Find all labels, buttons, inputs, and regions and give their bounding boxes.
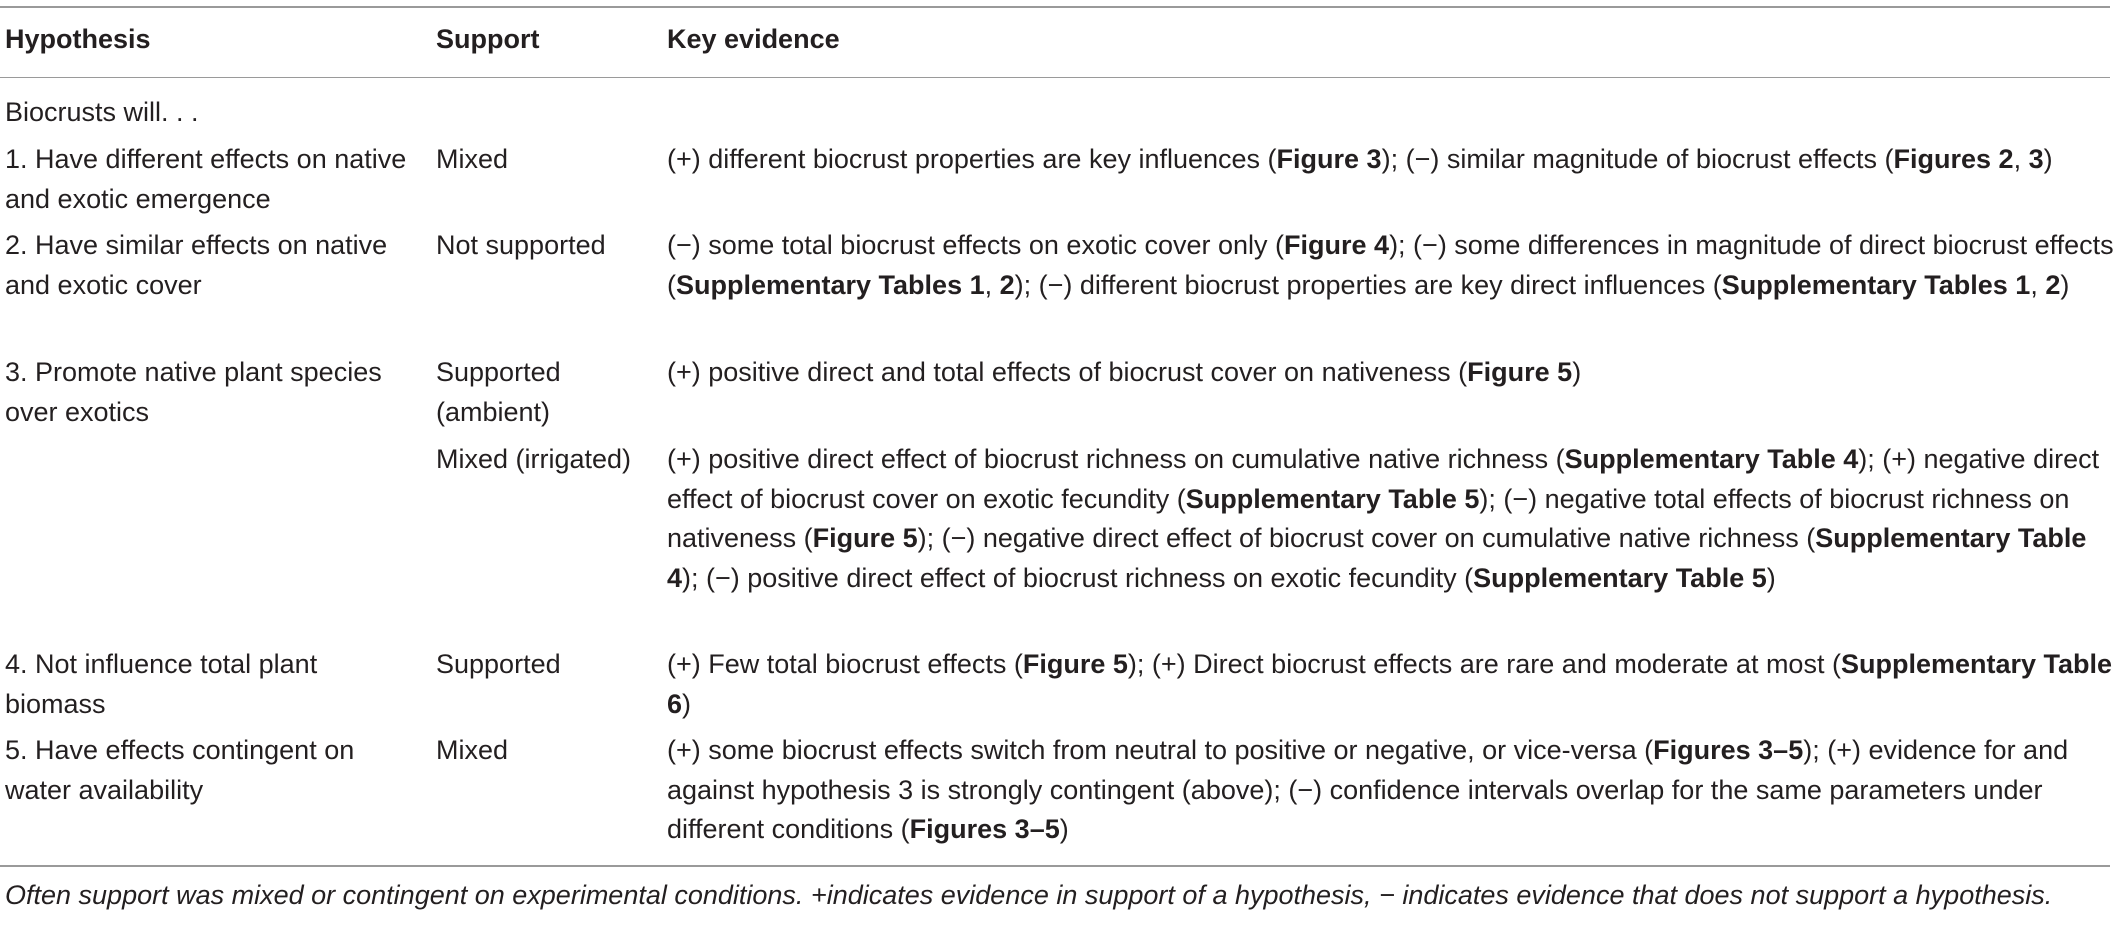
evidence-reference: Figures 3–5 [909,814,1060,844]
header-hypothesis: Hypothesis [5,24,151,54]
row-5-support: Mixed [436,735,509,765]
row-3-hypothesis: 3. Promote native plant species over exotics [5,357,382,427]
evidence-reference: Figure 3 [1276,144,1382,174]
table-top-rule [0,6,2110,8]
intro-text: Biocrusts will. . . [5,97,199,127]
evidence-reference: Figure 5 [812,523,918,553]
evidence-reference: Supplementary Tables 1 [676,269,985,300]
row-1-evidence: (+) different biocrust properties are key influences (Figure 3); (−) similar magnitude of biocrust effects (Figures 2, 3) [667,144,2053,174]
evidence-reference: Supplementary Tables 1 [1721,269,2031,300]
evidence-reference: Supplementary Table 5 [1473,562,1767,593]
evidence-reference: Figure 4 [1284,230,1390,260]
row-3-evidence: (+) positive direct and total effects of biocrust cover on nativeness (Figure 5) [667,357,1582,387]
row-5-evidence: (+) some biocrust effects switch from neutral to positive or negative, or vice-versa (Figures 3–5); (+) evidence for and against hypothesis 3 is strongly contingent (above); (−) confidence intervals overlap for the same parameters under different conditions (Figures 3–5) [667,735,2069,844]
evidence-reference: Figures 3–5 [1653,735,1804,765]
row-3b-evidence: (+) positive direct effect of biocrust richness on cumulative native richness (Supplementary Table 4); (+) negative direct effect of biocrust cover on exotic fecundity (Supplementary Table 5); (−) negative total effects of biocrust richness on nativeness (Figure 5); (−) negative direct effect of biocrust cover on cumulative native richness (Supplementary Table 4); (−) positive direct effect of biocrust richness on exotic fecundity (Supplementary Table 5) [667,444,2100,593]
evidence-reference: 2 [2045,269,2061,300]
row-4-hypothesis: 4. Not influence total plant biomass [5,649,318,719]
evidence-reference: Supplementary Table 4 [667,523,2087,593]
header-key-evidence: Key evidence [667,24,840,54]
header-support: Support [436,24,540,54]
evidence-reference: Figures 2 [1893,144,2014,174]
evidence-reference: Figure 5 [1022,649,1128,679]
evidence-reference: 3 [2028,144,2044,174]
evidence-reference: Supplementary Table 4 [1564,444,1859,474]
row-3b-support: Mixed (irrigated) [436,444,632,474]
row-3-support: Supported (ambient) [436,357,561,427]
header-rule [0,77,2110,78]
row-2-support: Not supported [436,230,606,260]
evidence-reference: Supplementary Table 6 [667,649,2113,719]
table-bottom-rule [0,865,2110,867]
row-2-hypothesis: 2. Have similar effects on native and exotic cover [5,230,388,300]
row-4-support: Supported [436,649,561,679]
evidence-reference: Supplementary Table 5 [1185,483,1480,514]
row-1-hypothesis: 1. Have different effects on native and exotic emergence [5,144,407,214]
row-1-support: Mixed [436,144,509,174]
evidence-reference: 2 [999,269,1015,300]
row-4-evidence: (+) Few total biocrust effects (Figure 5); (+) Direct biocrust effects are rare and moderate at most (Supplementary Table 6) [667,649,2113,719]
row-5-hypothesis: 5. Have effects contingent on water availability [5,735,355,805]
evidence-reference: Figure 5 [1467,357,1573,387]
table-footnote: Often support was mixed or contingent on experimental conditions. +indicates evidence in support of a hypothesis, − indicates evidence that does not support a hypothesis. [5,880,2053,910]
row-2-evidence: (−) some total biocrust effects on exotic cover only (Figure 4); (−) some differences in magnitude of direct biocrust effects (Supplementary Tables 1, 2); (−) different biocrust properties are key direct influences (Supplementary Tables 1, 2) [667,230,2114,300]
